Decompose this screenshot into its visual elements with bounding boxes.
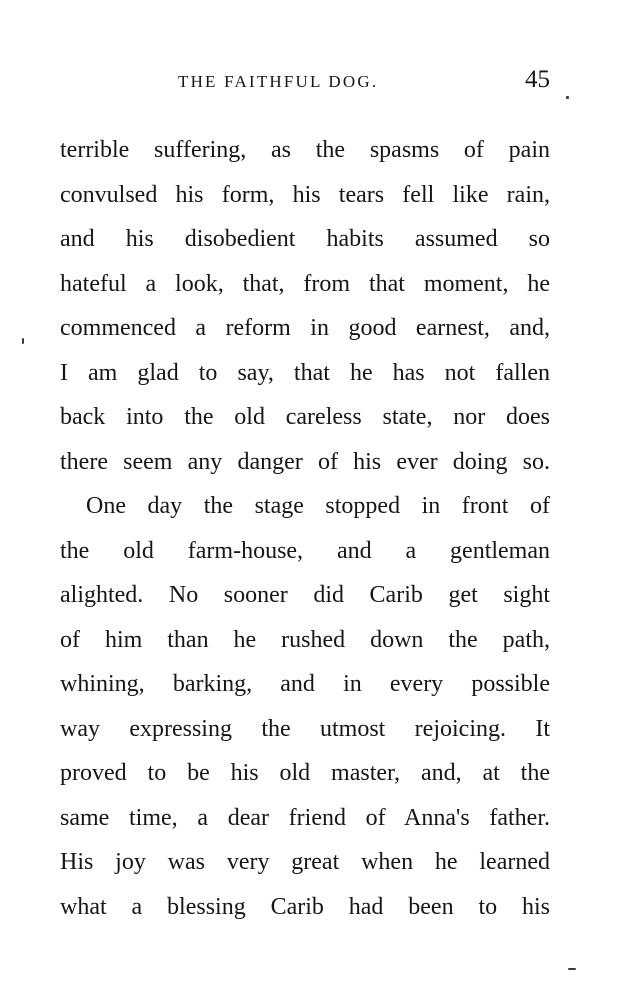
text-line: what a blessing Carib had been to his [60, 893, 550, 920]
body-text [60, 128, 550, 929]
text-line: commenced a reform in good earnest, and, [60, 315, 550, 341]
text-line: there seem any danger of his ever doing so. [60, 448, 550, 475]
text-line: I am glad to say, that he has not fallen [60, 359, 550, 386]
text-line: proved to be his old master, and, at the [60, 760, 550, 786]
text-line: His joy was very great when he learned [60, 849, 550, 875]
text-line: and his disobedient habits assumed so [60, 226, 550, 252]
text-line: One day the stage stopped in front of [86, 493, 550, 519]
text-line: convulsed his form, his tears fell like rain, [60, 181, 550, 208]
text-line: hateful a look, that, from that moment, he [60, 270, 550, 297]
running-header [60, 64, 550, 104]
text-line: same time, a dear friend of Anna's father. [60, 804, 550, 831]
text-line: terrible suffering, as the spasms of pain [60, 137, 550, 163]
text-line: back into the old careless state, nor does [60, 404, 550, 430]
print-speck [568, 968, 576, 970]
text-line: alighted. No sooner did Carib get sight [60, 582, 550, 608]
text-line: whining, barking, and in every possible [60, 671, 550, 697]
running-title: THE FAITHFUL DOG. [178, 72, 379, 91]
text-line: the old farm-house, and a gentleman [60, 537, 550, 564]
text-line: of him than he rushed down the path, [60, 626, 550, 653]
text-line: way expressing the utmost rejoicing. It [60, 715, 550, 742]
print-speck [22, 338, 24, 344]
print-speck [566, 96, 569, 99]
page-number: 45 [525, 66, 550, 93]
